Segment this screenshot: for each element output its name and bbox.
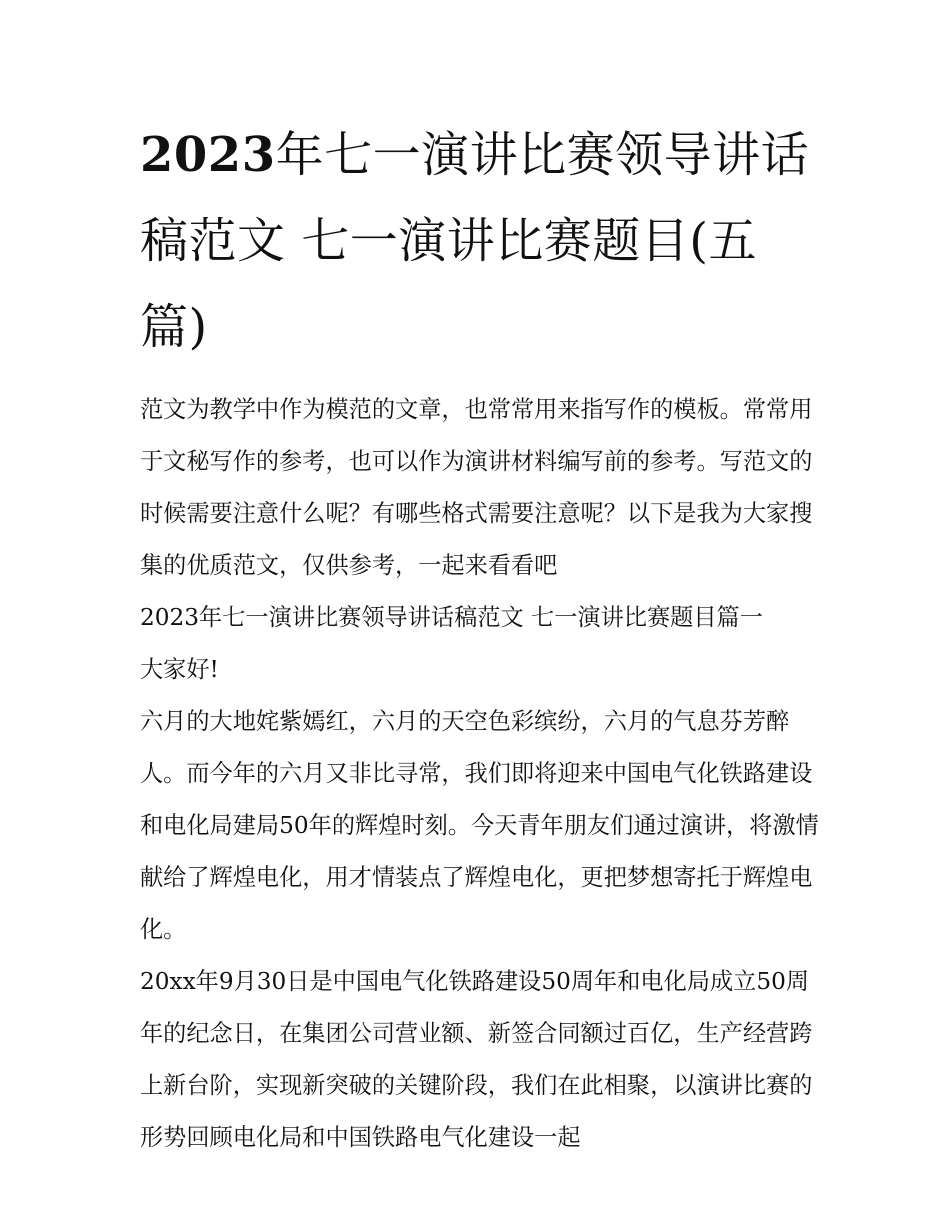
title-year: 2023: [140, 127, 276, 183]
title-text: 年七一演讲比赛领导讲话稿范文 七一演讲比赛题目(五篇): [140, 127, 810, 355]
body-paragraph: 20xx年9月30日是中国电气化铁路建设50周年和电化局成立50周年的纪念日，在集团公司营业额、新签合同额过百亿，生产经营跨上新台阶，实现新突破的关键阶段，我们在此相聚，以演讲比赛的形势回顾电化局和中国铁路电气化建设一起: [140, 968, 813, 1151]
greeting-paragraph: 大家好!: [140, 656, 219, 683]
document-page: [140, 112, 820, 1164]
body-paragraph: 六月的大地姹紫嫣红，六月的天空色彩缤纷，六月的气息芬芳醉人。而今年的六月又非比寻常，我们即将迎来中国电气化铁路建设和电化局建局50年的辉煌时刻。今天青年朋友们通过演讲，将激情献给了辉煌电化，用才情装点了辉煌电化，更把梦想寄托于辉煌电化。: [140, 708, 819, 943]
document-body: [140, 384, 820, 1164]
section-heading: 2023年七一演讲比赛领导讲话稿范文 七一演讲比赛题目篇一: [140, 604, 763, 631]
document-title: [140, 112, 820, 370]
intro-paragraph: 范文为教学中作为模范的文章，也常常用来指写作的模板。常常用于文秘写作的参考，也可以作为演讲材料编写前的参考。写范文的时候需要注意什么呢？有哪些格式需要注意呢？以下是我为大家搜集的优质范文，仅供参考，一起来看看吧: [140, 396, 813, 579]
